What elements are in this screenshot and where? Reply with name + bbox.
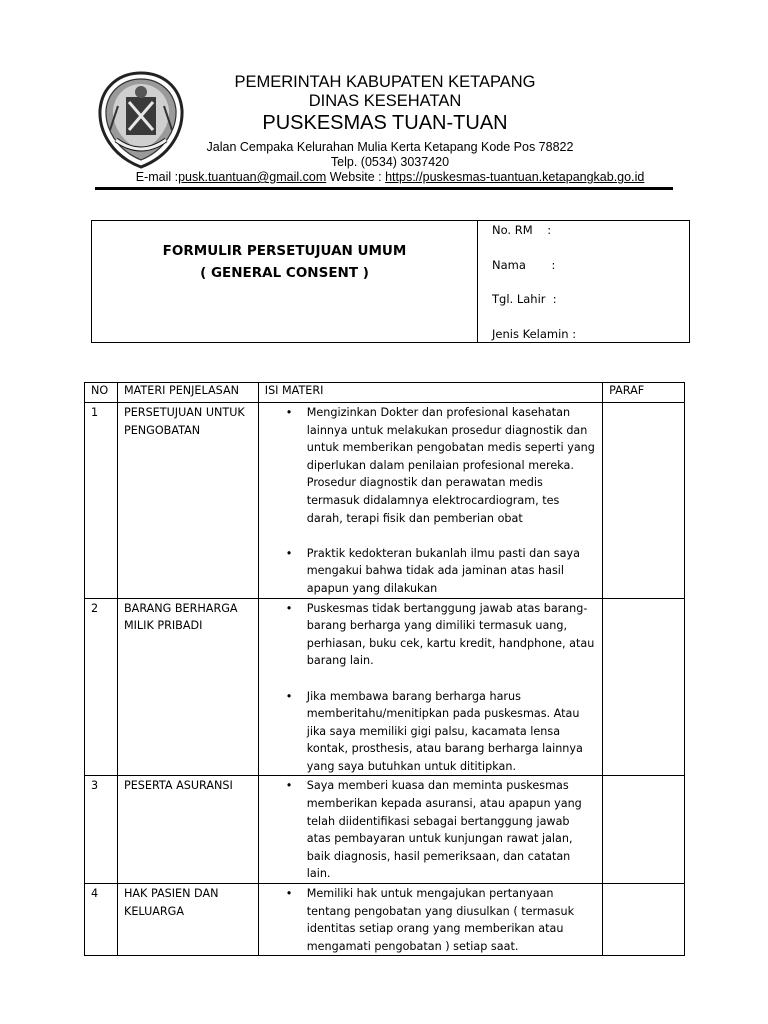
- table-header-row: [85, 383, 685, 403]
- table-row: [85, 403, 685, 599]
- field-jenis-kelamin: Jenis Kelamin :: [492, 326, 577, 341]
- email-label: E-mail :: [135, 170, 179, 184]
- list-item: [265, 885, 596, 955]
- list-item: [265, 688, 596, 776]
- row-paraf-signature[interactable]: [603, 776, 685, 884]
- bullet-icon: •: [285, 779, 293, 793]
- row-isi-materi: [258, 598, 602, 776]
- header-no: NO: [85, 383, 118, 403]
- table-row: [85, 776, 685, 884]
- header-materi: MATERI PENJELASAN: [117, 383, 258, 403]
- list-item-text: Puskesmas tidak bertanggung jawab atas barang-barang berharga yang dimiliki termasuk uang, perhiasan, buku cek, kartu kredit, handphone, atau barang lain.: [306, 601, 595, 668]
- letterhead-divider: [95, 187, 673, 190]
- bullet-icon: •: [285, 546, 293, 560]
- row-materi: PERSETUJUAN UNTUK PENGOBATAN: [117, 403, 258, 599]
- row-materi: PESERTA ASURANSI: [117, 776, 258, 884]
- list-item: [265, 545, 596, 598]
- address-line: Jalan Cempaka Kelurahan Mulia Kerta Ketapang Kode Pos 78822: [206, 140, 574, 154]
- row-materi: BARANG BERHARGA MILIK PRIBADI: [117, 598, 258, 776]
- list-item-text: Jika membawa barang berharga harus memberitahu/menitipkan pada puskesmas. Atau jika saya memiliki gigi palsu, kacamata lensa kontak, prosthesis, atau barang berharga lainnya yang saya butuhkan untuk dititipkan.: [306, 689, 583, 773]
- field-nama: Nama :: [492, 257, 556, 272]
- bullet-icon: •: [285, 689, 293, 703]
- list-item: [265, 777, 596, 883]
- form-subtitle: ( GENERAL CONSENT ): [200, 265, 369, 281]
- form-title-box: [91, 220, 690, 343]
- telephone-line: Telp. (0534) 3037420: [330, 155, 450, 169]
- isi-list: [265, 600, 596, 776]
- row-paraf-signature[interactable]: [603, 403, 685, 599]
- table-row: [85, 884, 685, 956]
- header-paraf: PARAF: [603, 383, 685, 403]
- bullet-icon: •: [285, 887, 293, 901]
- row-paraf-signature[interactable]: [603, 598, 685, 776]
- website-label: Website :: [326, 170, 386, 184]
- row-isi-materi: [258, 403, 602, 599]
- isi-list: [265, 777, 596, 883]
- list-item: [265, 404, 596, 527]
- form-title-cell: [92, 221, 478, 342]
- row-number: 4: [85, 884, 118, 956]
- row-paraf-signature[interactable]: [603, 884, 685, 956]
- header-isi: ISI MATERI: [258, 383, 602, 403]
- row-number: 2: [85, 598, 118, 776]
- list-item-text: Memiliki hak untuk mengajukan pertanyaan tentang pengobatan yang diusulkan ( termasuk identitas setiap orang yang memberikan atau mengamati pengobatan ) setiap saat.: [306, 887, 575, 953]
- field-tgl-lahir: Tgl. Lahir :: [492, 292, 557, 306]
- field-no-rm: No. RM :: [492, 223, 552, 237]
- email-website-line: [90, 170, 690, 185]
- table-row: [85, 598, 685, 776]
- row-isi-materi: [258, 884, 602, 956]
- letterhead: [140, 73, 630, 135]
- list-item-text: Saya memberi kuasa dan meminta puskesmas memberikan kepada asuransi, atau apapun yang telah diidentifikasi sebagai bertanggung jawab atas pembayaran untuk kunjungan rawat jalan, baik diagnosis, hasil pemeriksaan, dan catatan lain.: [306, 779, 582, 881]
- list-item-text: Praktik kedokteran bukanlah ilmu pasti dan saya mengakui bahwa tidak ada jaminan atas hasil apapun yang dilakukan: [306, 546, 580, 595]
- institution-name: PUSKESMAS TUAN-TUAN: [262, 111, 508, 134]
- patient-id-fields: [478, 221, 689, 342]
- bullet-icon: •: [285, 406, 293, 419]
- bullet-icon: •: [285, 601, 293, 615]
- consent-material-table: [84, 382, 685, 956]
- contact-block: [90, 140, 690, 185]
- row-number: 3: [85, 776, 118, 884]
- website-link[interactable]: https://puskesmas-tuantuan.ketapangkab.go.id: [385, 170, 645, 184]
- isi-list: [265, 404, 596, 598]
- row-number: 1: [85, 403, 118, 599]
- list-item-text: Mengizinkan Dokter dan profesional kasehatan lainnya untuk melakukan prosedur diagnostik dan untuk memberikan pengobatan medis seperti yang diperlukan dalam penilaian profesional mereka. Prosedur diagnostik dan perawatan medis termasuk didalamnya elektrocardiogram, tes darah, terapi fisik dan pemberian obat: [306, 406, 595, 525]
- department-name: DINAS KESEHATAN: [308, 91, 462, 110]
- row-materi: HAK PASIEN DAN KELUARGA: [117, 884, 258, 956]
- form-title: FORMULIR PERSETUJUAN UMUM: [162, 243, 407, 259]
- email-link[interactable]: pusk.tuantuan@gmail.com: [178, 170, 327, 184]
- government-name: PEMERINTAH KABUPATEN KETAPANG: [234, 73, 536, 91]
- row-isi-materi: [258, 776, 602, 884]
- list-item: [265, 600, 596, 670]
- isi-list: [265, 885, 596, 955]
